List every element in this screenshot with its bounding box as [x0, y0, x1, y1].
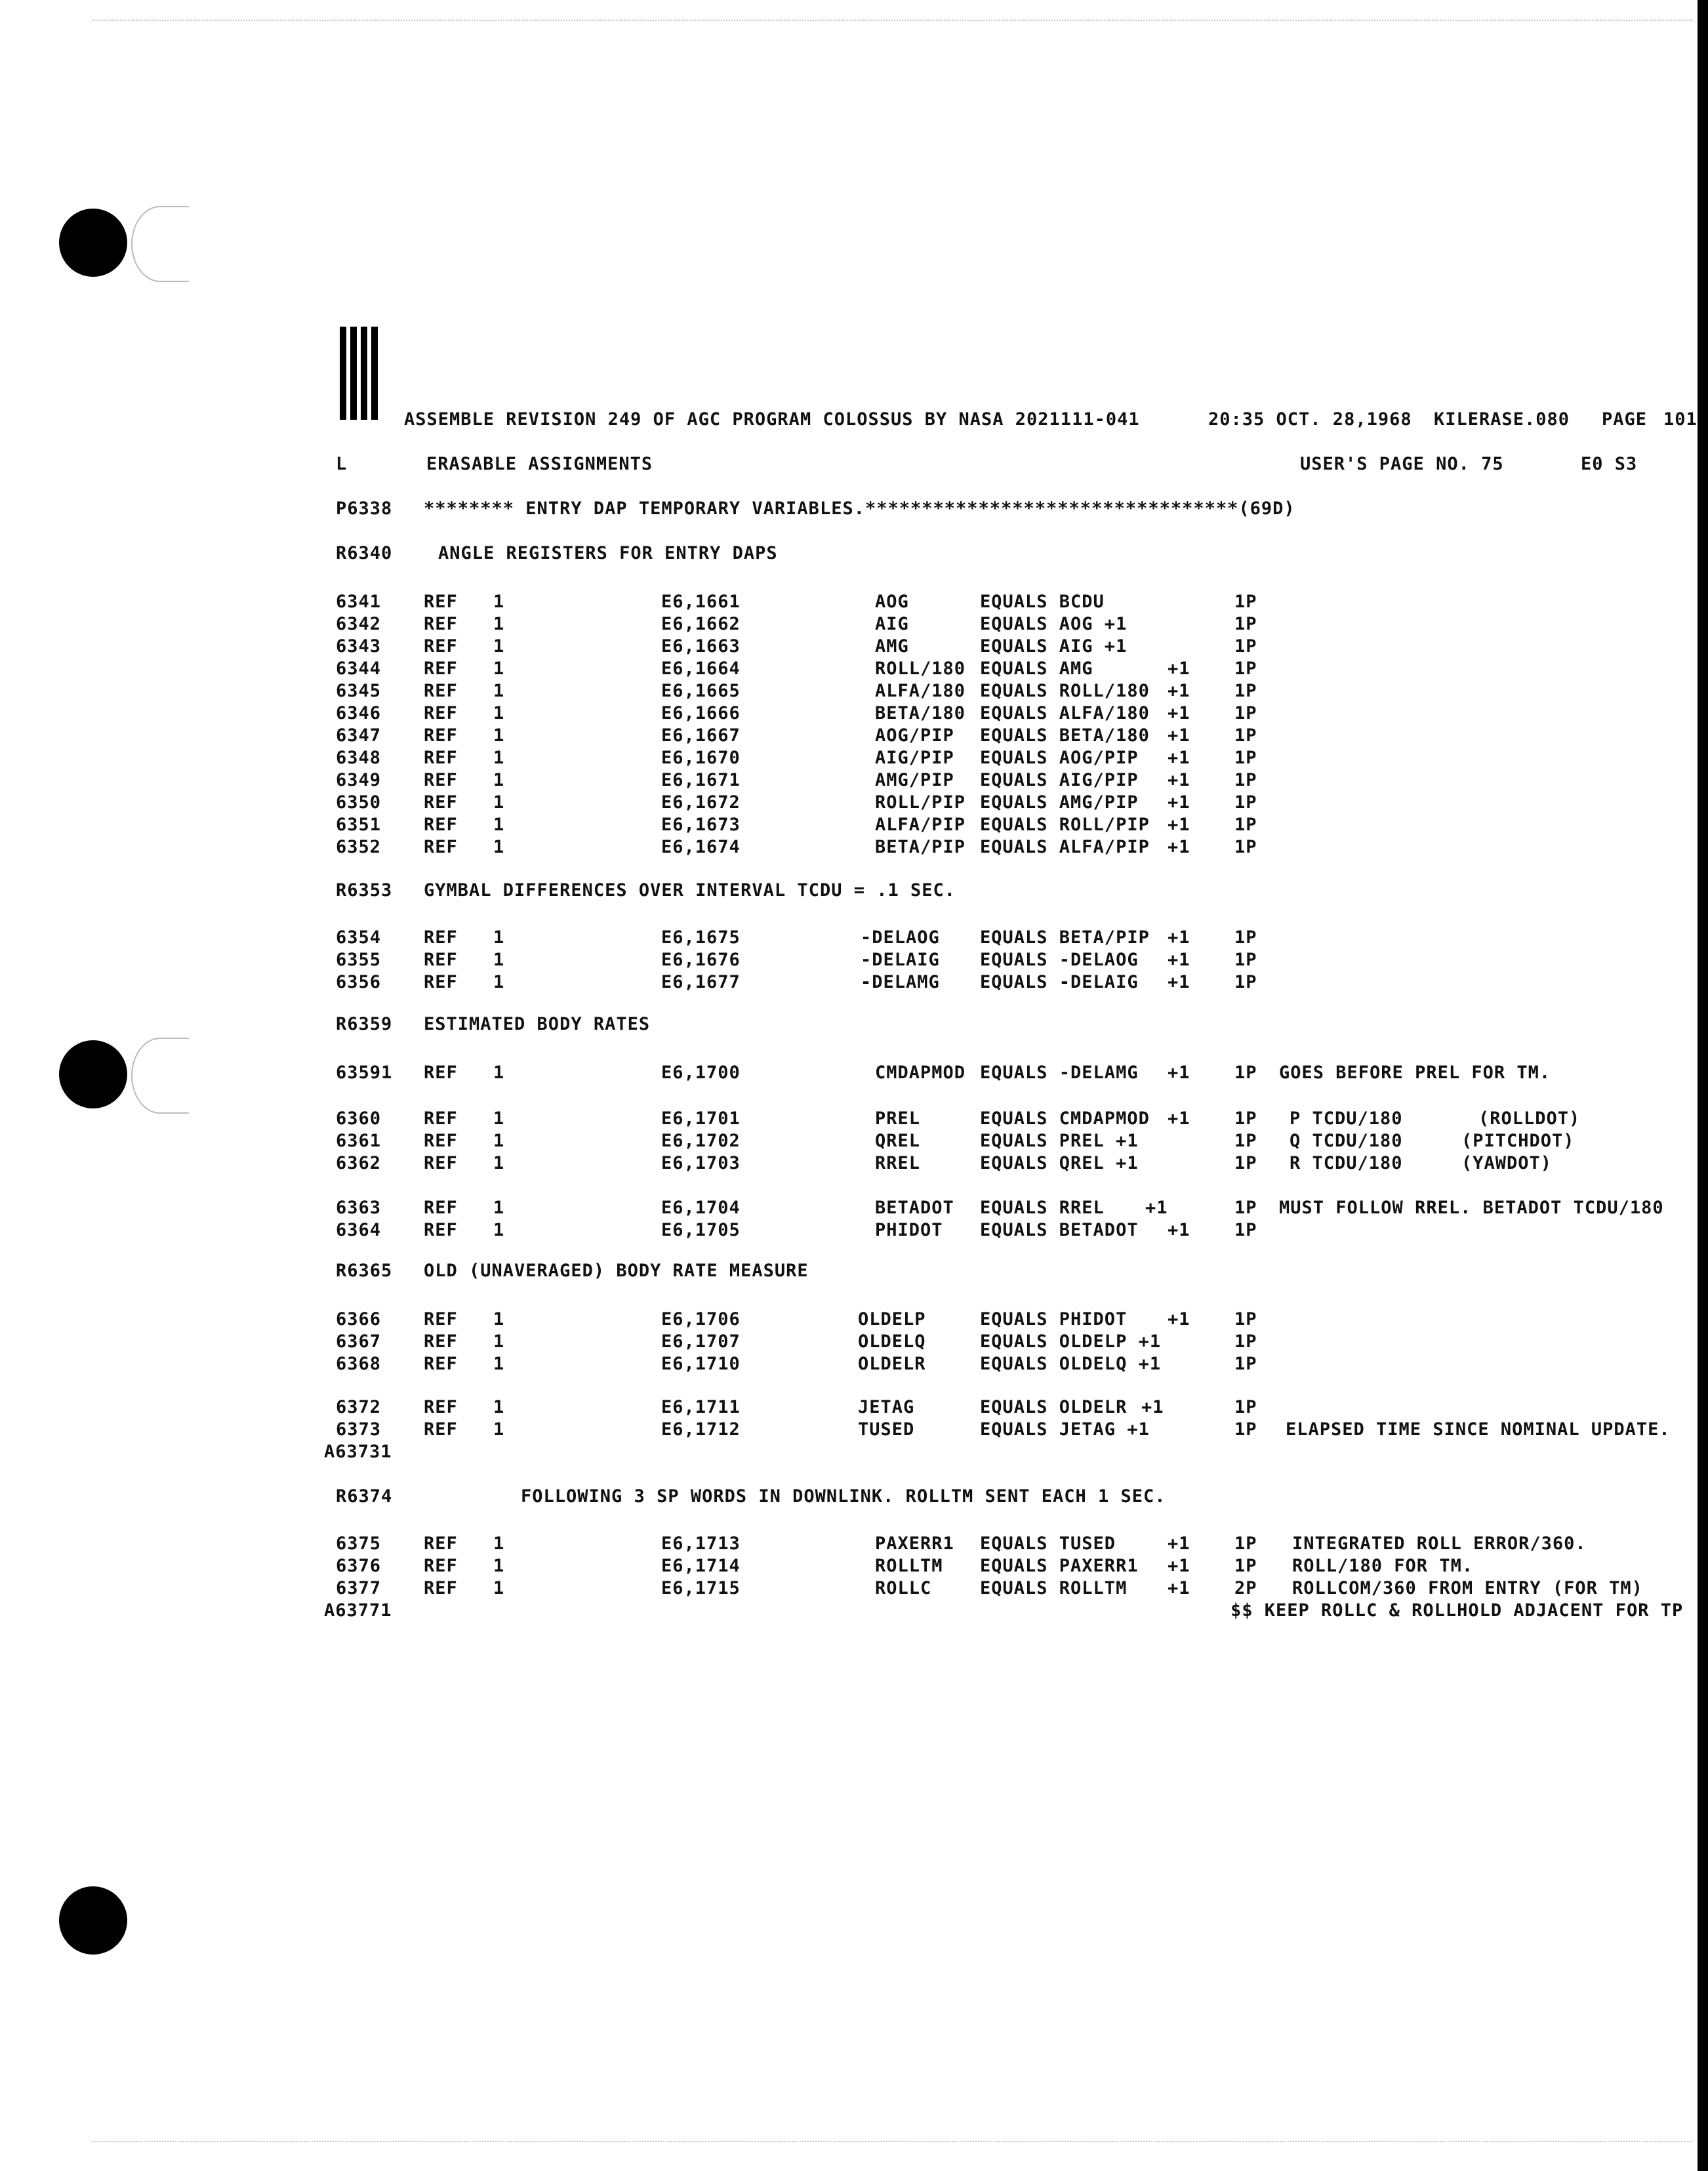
- opcode: REF: [424, 1331, 458, 1352]
- operand-count: 1: [493, 927, 505, 948]
- seq-number: 6351: [336, 815, 382, 835]
- section-title: ERASABLE ASSIGNMENTS: [426, 454, 653, 474]
- seq-number: 6367: [336, 1331, 382, 1352]
- seq-number: R6359: [336, 1014, 393, 1034]
- operand-count: 1: [493, 659, 505, 679]
- opcode: REF: [424, 1108, 458, 1129]
- operand-count: 1: [493, 614, 505, 634]
- seq-number: 6376: [336, 1556, 382, 1576]
- file-name: KILERASE.080: [1434, 409, 1570, 430]
- increment: +1: [1168, 1556, 1190, 1576]
- assembly-banner: ASSEMBLE REVISION 249 OF AGC PROGRAM COLOSSUS BY NASA 2021111-041: [404, 409, 1140, 430]
- symbol-name: -DELAMG: [861, 972, 940, 992]
- symbol-name: TUSED: [858, 1419, 915, 1440]
- opcode: REF: [424, 703, 458, 723]
- equals-expression: EQUALS BCDU: [980, 592, 1105, 612]
- page-code: 1P: [1234, 592, 1257, 612]
- operand-count: 1: [493, 950, 505, 970]
- symbol-name: OLDELQ: [858, 1331, 926, 1352]
- operand-count: 1: [493, 792, 505, 813]
- increment: +1: [1168, 1220, 1190, 1240]
- seq-number: A63731: [324, 1442, 392, 1462]
- address: E6,1711: [661, 1397, 741, 1417]
- punch-hole: [59, 209, 127, 277]
- symbol-name: AOG/PIP: [875, 725, 954, 746]
- scan-top-edge: [92, 20, 1692, 21]
- seq-number: 6355: [336, 950, 382, 970]
- seq-number: 63591: [336, 1063, 393, 1083]
- increment: +1: [1168, 927, 1190, 948]
- listing-title: [0, 540, 1708, 567]
- opcode: REF: [424, 592, 458, 612]
- e-code: E0 S3: [1581, 454, 1638, 474]
- symbol-name: ALFA/PIP: [875, 815, 966, 835]
- increment: +1: [1168, 725, 1190, 746]
- seq-number: 6354: [336, 927, 382, 948]
- symbol-name: JETAG: [858, 1397, 915, 1417]
- equals-expression: EQUALS AOG +1: [980, 614, 1128, 634]
- address: E6,1706: [661, 1309, 741, 1329]
- opcode: REF: [424, 1131, 458, 1151]
- address: E6,1715: [661, 1578, 741, 1598]
- page-code: 1P: [1234, 1131, 1257, 1151]
- increment: +1: [1168, 748, 1190, 768]
- comment: P TCDU/180: [1290, 1108, 1403, 1129]
- title-text: OLD (UNAVERAGED) BODY RATE MEASURE: [424, 1261, 809, 1281]
- seq-number: 6375: [336, 1533, 382, 1554]
- equals-expression: EQUALS BETA/180: [980, 725, 1150, 746]
- header-line-1: [0, 407, 1708, 433]
- operand-count: 1: [493, 748, 505, 768]
- symbol-name: BETADOT: [875, 1198, 954, 1218]
- operand-count: 1: [493, 1220, 505, 1240]
- listing-title: [0, 1258, 1708, 1284]
- page-code: 1P: [1234, 1309, 1257, 1329]
- opcode: REF: [424, 837, 458, 857]
- equals-expression: EQUALS PAXERR1: [980, 1556, 1139, 1576]
- title-text: ******** ENTRY DAP TEMPORARY VARIABLES.*********************************(69D): [424, 498, 1295, 519]
- equals-expression: EQUALS AOG/PIP: [980, 748, 1139, 768]
- symbol-name: OLDELP: [858, 1309, 926, 1329]
- opcode: REF: [424, 815, 458, 835]
- page-code: 1P: [1234, 1331, 1257, 1352]
- operand-count: 1: [493, 1533, 505, 1554]
- opcode: REF: [424, 792, 458, 813]
- operand-count: 1: [493, 770, 505, 790]
- increment: +1: [1168, 703, 1190, 723]
- equals-expression: EQUALS -DELAOG: [980, 950, 1139, 970]
- address: E6,1666: [661, 703, 741, 723]
- symbol-name: RREL: [875, 1153, 921, 1173]
- header-line-2: [0, 451, 1708, 477]
- comment: ROLLCOM/360 FROM ENTRY (FOR TM): [1292, 1578, 1643, 1598]
- page-code: 1P: [1234, 748, 1257, 768]
- operand-count: 1: [493, 1153, 505, 1173]
- address: E6,1665: [661, 681, 741, 701]
- user-page-number: USER'S PAGE NO. 75: [1300, 454, 1504, 474]
- opcode: REF: [424, 1419, 458, 1440]
- address: E6,1671: [661, 770, 741, 790]
- title-text: FOLLOWING 3 SP WORDS IN DOWNLINK. ROLLTM SENT EACH 1 SEC.: [521, 1486, 1166, 1507]
- opcode: REF: [424, 725, 458, 746]
- opcode: REF: [424, 1354, 458, 1374]
- increment: +1: [1168, 770, 1190, 790]
- punch-hole-shadow: [131, 206, 189, 282]
- listing-row: [0, 1150, 1708, 1177]
- page-code: 1P: [1234, 1108, 1257, 1129]
- increment: +1: [1141, 1397, 1164, 1417]
- increment: +1: [1168, 1309, 1190, 1329]
- listing-title: [0, 496, 1708, 522]
- opcode: REF: [424, 1578, 458, 1598]
- equals-expression: EQUALS ROLL/180: [980, 681, 1150, 701]
- seq-number: 6372: [336, 1397, 382, 1417]
- address: E6,1667: [661, 725, 741, 746]
- increment: +1: [1168, 1108, 1190, 1129]
- listing-row: [0, 834, 1708, 861]
- seq-number: 6366: [336, 1309, 382, 1329]
- equals-expression: EQUALS RREL: [980, 1198, 1105, 1218]
- symbol-name: BETA/180: [875, 703, 966, 723]
- page-code: 1P: [1234, 1419, 1257, 1440]
- listing-row: [0, 1217, 1708, 1244]
- opcode: REF: [424, 1533, 458, 1554]
- equals-expression: EQUALS AIG +1: [980, 636, 1128, 657]
- equals-expression: EQUALS CMDAPMOD: [980, 1108, 1150, 1129]
- operand-count: 1: [493, 681, 505, 701]
- address: E6,1670: [661, 748, 741, 768]
- page-label: PAGE: [1602, 409, 1648, 430]
- symbol-name: PHIDOT: [875, 1220, 943, 1240]
- seq-number: 6347: [336, 725, 382, 746]
- page-code: 1P: [1234, 703, 1257, 723]
- comment: MUST FOLLOW RREL. BETADOT TCDU/180: [1279, 1198, 1664, 1218]
- seq-number: R6365: [336, 1261, 393, 1281]
- seq-number: R6340: [336, 543, 393, 563]
- seq-number: 6344: [336, 659, 382, 679]
- opcode: REF: [424, 927, 458, 948]
- page-code: 1P: [1234, 1063, 1257, 1083]
- operand-count: 1: [493, 1331, 505, 1352]
- equals-expression: EQUALS OLDELR: [980, 1397, 1128, 1417]
- comment-rate: (PITCHDOT): [1461, 1131, 1575, 1151]
- symbol-name: QREL: [875, 1131, 921, 1151]
- equals-expression: EQUALS TUSED: [980, 1533, 1116, 1554]
- title-text: GYMBAL DIFFERENCES OVER INTERVAL TCDU = .1 SEC.: [424, 880, 956, 901]
- operand-count: 1: [493, 1063, 505, 1083]
- increment: +1: [1168, 659, 1190, 679]
- address: E6,1701: [661, 1108, 741, 1129]
- operand-count: 1: [493, 725, 505, 746]
- opcode: REF: [424, 1309, 458, 1329]
- increment: +1: [1168, 1578, 1190, 1598]
- equals-expression: EQUALS -DELAMG: [980, 1063, 1139, 1083]
- address: E6,1713: [661, 1533, 741, 1554]
- symbol-name: PAXERR1: [875, 1533, 954, 1554]
- comment: INTEGRATED ROLL ERROR/360.: [1292, 1533, 1587, 1554]
- seq-number: 6364: [336, 1220, 382, 1240]
- opcode: REF: [424, 636, 458, 657]
- address: E6,1712: [661, 1419, 741, 1440]
- seq-number: 6368: [336, 1354, 382, 1374]
- symbol-name: ROLLTM: [875, 1556, 943, 1576]
- listing-row: [0, 969, 1708, 996]
- address: E6,1710: [661, 1354, 741, 1374]
- seq-number: 6348: [336, 748, 382, 768]
- page-code: 1P: [1234, 792, 1257, 813]
- equals-expression: EQUALS OLDELP +1: [980, 1331, 1162, 1352]
- increment: +1: [1168, 681, 1190, 701]
- symbol-name: ALFA/180: [875, 681, 966, 701]
- page-code: 1P: [1234, 614, 1257, 634]
- symbol-name: AIG: [875, 614, 909, 634]
- opcode: REF: [424, 1153, 458, 1173]
- punch-hole: [59, 1886, 127, 1955]
- opcode: REF: [424, 1198, 458, 1218]
- equals-expression: EQUALS JETAG +1: [980, 1419, 1150, 1440]
- print-timestamp: 20:35 OCT. 28,1968: [1208, 409, 1412, 430]
- page-code: 1P: [1234, 1397, 1257, 1417]
- address: E6,1704: [661, 1198, 741, 1218]
- operand-count: 1: [493, 1397, 505, 1417]
- page-code: 1P: [1234, 1153, 1257, 1173]
- address: E6,1705: [661, 1220, 741, 1240]
- page-code: 1P: [1234, 725, 1257, 746]
- page-code: 1P: [1234, 1354, 1257, 1374]
- seq-number: 6360: [336, 1108, 382, 1129]
- opcode: REF: [424, 681, 458, 701]
- listing-title: [0, 1011, 1708, 1038]
- equals-expression: EQUALS PHIDOT: [980, 1309, 1128, 1329]
- page-code: 1P: [1234, 1533, 1257, 1554]
- operand-count: 1: [493, 1131, 505, 1151]
- seq-number: 6352: [336, 837, 382, 857]
- increment: +1: [1168, 950, 1190, 970]
- operand-count: 1: [493, 1556, 505, 1576]
- comment-rate: (YAWDOT): [1461, 1153, 1553, 1173]
- address: E6,1663: [661, 636, 741, 657]
- operand-count: 1: [493, 1198, 505, 1218]
- symbol-name: AMG/PIP: [875, 770, 954, 790]
- title-text: ANGLE REGISTERS FOR ENTRY DAPS: [438, 543, 778, 563]
- seq-number: A63771: [324, 1600, 392, 1621]
- opcode: REF: [424, 1397, 458, 1417]
- opcode: REF: [424, 972, 458, 992]
- page-code: 1P: [1234, 659, 1257, 679]
- operand-count: 1: [493, 703, 505, 723]
- symbol-name: BETA/PIP: [875, 837, 966, 857]
- symbol-name: PREL: [875, 1108, 921, 1129]
- seq-number: 6341: [336, 592, 382, 612]
- listing-row: [0, 1351, 1708, 1377]
- equals-expression: EQUALS AIG/PIP: [980, 770, 1139, 790]
- page-code: 1P: [1234, 1220, 1257, 1240]
- page-code: 1P: [1234, 927, 1257, 948]
- address: E6,1700: [661, 1063, 741, 1083]
- comment: R TCDU/180: [1290, 1153, 1403, 1173]
- address: E6,1702: [661, 1131, 741, 1151]
- page-code: 2P: [1234, 1578, 1257, 1598]
- address: E6,1675: [661, 927, 741, 948]
- listing-row: [0, 1060, 1708, 1086]
- operand-count: 1: [493, 1108, 505, 1129]
- equals-expression: EQUALS ALFA/180: [980, 703, 1150, 723]
- equals-expression: EQUALS ROLLTM: [980, 1578, 1128, 1598]
- operand-count: 1: [493, 837, 505, 857]
- increment: +1: [1168, 815, 1190, 835]
- opcode: REF: [424, 748, 458, 768]
- operand-count: 1: [493, 1578, 505, 1598]
- address: E6,1707: [661, 1331, 741, 1352]
- seq-number: 6377: [336, 1578, 382, 1598]
- symbol-name: OLDELR: [858, 1354, 926, 1374]
- opcode: REF: [424, 659, 458, 679]
- address: E6,1662: [661, 614, 741, 634]
- opcode: REF: [424, 770, 458, 790]
- operand-count: 1: [493, 815, 505, 835]
- listing-marker: [0, 1598, 1708, 1624]
- equals-expression: EQUALS ROLL/PIP: [980, 815, 1150, 835]
- increment: +1: [1168, 792, 1190, 813]
- address: E6,1661: [661, 592, 741, 612]
- opcode: REF: [424, 614, 458, 634]
- equals-expression: EQUALS QREL +1: [980, 1153, 1139, 1173]
- seq-number: 6373: [336, 1419, 382, 1440]
- comment-rate: (ROLLDOT): [1478, 1108, 1581, 1129]
- seq-number: R6353: [336, 880, 393, 901]
- increment: +1: [1145, 1198, 1168, 1218]
- seq-number: 6362: [336, 1153, 382, 1173]
- symbol-name: AMG: [875, 636, 909, 657]
- address: E6,1673: [661, 815, 741, 835]
- address: E6,1703: [661, 1153, 741, 1173]
- page-code: 1P: [1234, 681, 1257, 701]
- seq-number: 6342: [336, 614, 382, 634]
- listing-title: [0, 1484, 1708, 1510]
- operand-count: 1: [493, 1419, 505, 1440]
- increment: +1: [1168, 1063, 1190, 1083]
- equals-expression: EQUALS -DELAIG: [980, 972, 1139, 992]
- page-code: 1P: [1234, 950, 1257, 970]
- equals-expression: EQUALS AMG: [980, 659, 1093, 679]
- increment: +1: [1168, 1533, 1190, 1554]
- seq-number: 6361: [336, 1131, 382, 1151]
- column-marker: L: [336, 454, 348, 474]
- symbol-name: -DELAOG: [861, 927, 940, 948]
- address: E6,1672: [661, 792, 741, 813]
- equals-expression: EQUALS OLDELQ +1: [980, 1354, 1162, 1374]
- page-code: 1P: [1234, 1556, 1257, 1576]
- seq-number: 6350: [336, 792, 382, 813]
- seq-number: R6374: [336, 1486, 393, 1507]
- operand-count: 1: [493, 972, 505, 992]
- seq-number: 6356: [336, 972, 382, 992]
- page-code: 1P: [1234, 837, 1257, 857]
- page-code: 1P: [1234, 770, 1257, 790]
- address: E6,1676: [661, 950, 741, 970]
- opcode: REF: [424, 1556, 458, 1576]
- page-code: 1P: [1234, 1198, 1257, 1218]
- symbol-name: CMDAPMOD: [875, 1063, 966, 1083]
- comment: $$ KEEP ROLLC & ROLLHOLD ADJACENT FOR TP: [1230, 1600, 1684, 1621]
- operand-count: 1: [493, 636, 505, 657]
- increment: +1: [1168, 837, 1190, 857]
- seq-number: 6346: [336, 703, 382, 723]
- equals-expression: EQUALS PREL +1: [980, 1131, 1139, 1151]
- opcode: REF: [424, 1220, 458, 1240]
- page-number: 101: [1663, 409, 1698, 430]
- comment: Q TCDU/180: [1290, 1131, 1403, 1151]
- listing-title: [0, 878, 1708, 904]
- page-code: 1P: [1234, 636, 1257, 657]
- equals-expression: EQUALS BETA/PIP: [980, 927, 1150, 948]
- title-text: ESTIMATED BODY RATES: [424, 1014, 651, 1034]
- equals-expression: EQUALS BETADOT: [980, 1220, 1139, 1240]
- operand-count: 1: [493, 592, 505, 612]
- symbol-name: ROLL/180: [875, 659, 966, 679]
- comment: ROLL/180 FOR TM.: [1292, 1556, 1474, 1576]
- operand-count: 1: [493, 1354, 505, 1374]
- symbol-name: AOG: [875, 592, 909, 612]
- operand-count: 1: [493, 1309, 505, 1329]
- seq-number: P6338: [336, 498, 393, 519]
- scan-bottom-edge: [92, 2141, 1692, 2142]
- comment: ELAPSED TIME SINCE NOMINAL UPDATE.: [1286, 1419, 1671, 1440]
- equals-expression: EQUALS ALFA/PIP: [980, 837, 1150, 857]
- opcode: REF: [424, 1063, 458, 1083]
- equals-expression: EQUALS AMG/PIP: [980, 792, 1139, 813]
- address: E6,1674: [661, 837, 741, 857]
- listing-marker: [0, 1439, 1708, 1465]
- symbol-name: AIG/PIP: [875, 748, 954, 768]
- seq-number: 6363: [336, 1198, 382, 1218]
- symbol-name: ROLL/PIP: [875, 792, 966, 813]
- seq-number: 6349: [336, 770, 382, 790]
- comment: GOES BEFORE PREL FOR TM.: [1279, 1063, 1551, 1083]
- address: E6,1714: [661, 1556, 741, 1576]
- page-code: 1P: [1234, 815, 1257, 835]
- address: E6,1664: [661, 659, 741, 679]
- symbol-name: ROLLC: [875, 1578, 932, 1598]
- seq-number: 6343: [336, 636, 382, 657]
- opcode: REF: [424, 950, 458, 970]
- symbol-name: -DELAIG: [861, 950, 940, 970]
- page-code: 1P: [1234, 972, 1257, 992]
- address: E6,1677: [661, 972, 741, 992]
- increment: +1: [1168, 972, 1190, 992]
- seq-number: 6345: [336, 681, 382, 701]
